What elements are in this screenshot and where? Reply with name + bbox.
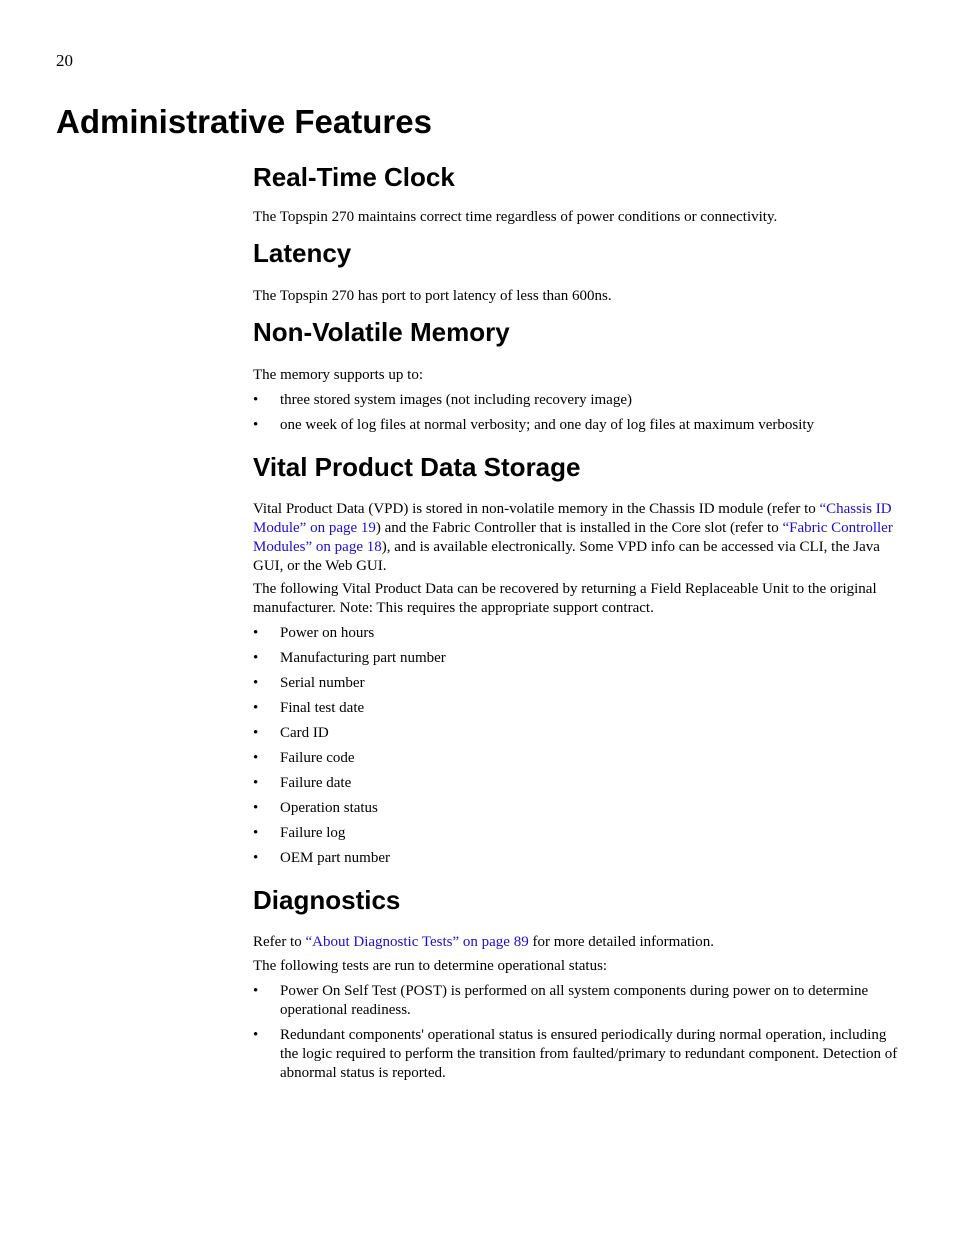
- bullet: •: [253, 392, 259, 408]
- bullet: •: [253, 850, 259, 866]
- content-column: [253, 160, 901, 1083]
- chapter-title: Administrative Features: [56, 103, 432, 140]
- diag-paragraph-2: The following tests are run to determine operational status:: [253, 958, 608, 974]
- list-item: • Power On Self Test (POST) is performed on all system components during power on to determine operational readiness.: [253, 983, 869, 1018]
- heading-latency: Latency: [253, 238, 352, 268]
- heading-non-volatile-memory: Non-Volatile Memory: [253, 317, 510, 347]
- heading-diagnostics: Diagnostics: [253, 885, 401, 915]
- bullet: •: [253, 700, 259, 716]
- list-item: • Failure log: [253, 825, 346, 841]
- rtc-body: The Topspin 270 maintains correct time regardless of power conditions or connectivity.: [253, 209, 778, 225]
- bullet: •: [253, 825, 259, 841]
- vpd-paragraph-2: The following Vital Product Data can be recovered by returning a Field Replaceable Unit to the original manufacturer. Note: This requires the appropriate support contract.: [253, 581, 877, 616]
- bullet: •: [253, 725, 259, 741]
- list-item: • Card ID: [253, 725, 329, 741]
- vpd-list: [253, 624, 901, 868]
- bullet: •: [253, 750, 259, 766]
- page-number: 20: [56, 51, 73, 70]
- diag-list: [253, 982, 901, 1083]
- list-item: • Operation status: [253, 800, 378, 816]
- nvm-intro: The memory supports up to:: [253, 367, 423, 383]
- diag-paragraph-1: Refer to “About Diagnostic Tests” on page 89 for more detailed information.: [253, 934, 715, 950]
- list-item: • Redundant components' operational status is ensured periodically during normal operation, including the logic required to perform the transition from faulted/primary to redundant component. Detection of abnormal status is reported.: [253, 1027, 898, 1081]
- link-fabric-controller-modules[interactable]: “Fabric Controller Modules” on page 18: [253, 520, 893, 555]
- list-item: • Failure code: [253, 750, 355, 766]
- list-item: • OEM part number: [253, 850, 390, 866]
- list-item: • Serial number: [253, 675, 365, 691]
- vpd-paragraph-1: Vital Product Data (VPD) is stored in non-volatile memory in the Chassis ID module (refer to “Chassis ID Module” on page 19) and the Fabric Controller that is installed in the Core slot (refer to “Fabric Controller Modules” on page 18), and is available electronically. Some VPD info can be accessed via CLI, the Java GUI, or the Web GUI.: [253, 501, 893, 574]
- list-item: • Manufacturing part number: [253, 650, 446, 666]
- heading-real-time-clock: Real-Time Clock: [253, 162, 455, 192]
- nvm-list: [253, 391, 901, 435]
- bullet: •: [253, 775, 259, 791]
- bullet: •: [253, 1027, 259, 1043]
- list-item: • Final test date: [253, 700, 365, 716]
- bullet: •: [253, 983, 259, 999]
- list-item: • one week of log files at normal verbosity; and one day of log files at maximum verbosity: [253, 417, 815, 433]
- list-item: • Power on hours: [253, 625, 375, 641]
- list-item: • three stored system images (not including recovery image): [253, 392, 632, 408]
- link-about-diagnostic-tests[interactable]: “About Diagnostic Tests” on page 89: [305, 934, 529, 950]
- bullet: •: [253, 800, 259, 816]
- link-chassis-id-module[interactable]: “Chassis ID Module” on page 19: [253, 501, 892, 536]
- bullet: •: [253, 650, 259, 666]
- bullet: •: [253, 625, 259, 641]
- list-item: • Failure date: [253, 775, 352, 791]
- bullet: •: [253, 417, 259, 433]
- bullet: •: [253, 675, 259, 691]
- latency-body: The Topspin 270 has port to port latency of less than 600ns.: [253, 288, 612, 304]
- heading-vital-product-data-storage: Vital Product Data Storage: [253, 452, 581, 482]
